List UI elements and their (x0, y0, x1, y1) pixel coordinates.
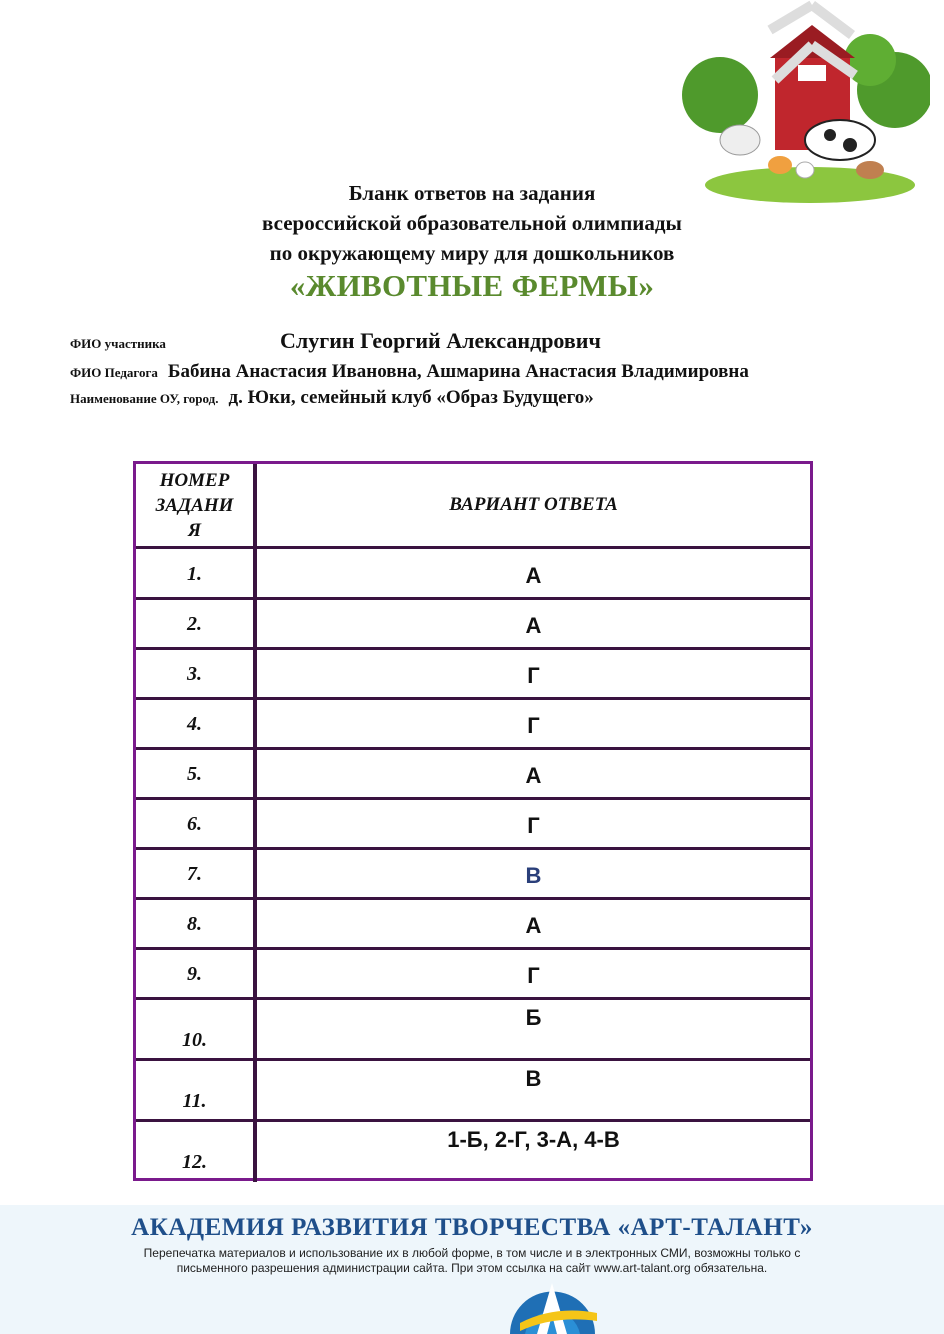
task-number: 5. (136, 749, 257, 799)
table-row (136, 899, 810, 949)
teacher-label: ФИО Педагога (70, 365, 158, 380)
school-line (70, 387, 594, 409)
answer-value: А (525, 613, 542, 638)
academy-name: АКАДЕМИЯ РАЗВИТИЯ ТВОРЧЕСТВА «АРТ-ТАЛАНТ» (131, 1214, 813, 1241)
answer-value: Б (525, 1005, 542, 1030)
participant-value: Слугин Георгий Александрович (280, 328, 601, 353)
table-row (136, 999, 810, 1060)
header-number-line-3: Я (187, 519, 202, 541)
table-row (136, 599, 810, 649)
task-number: 2. (136, 599, 257, 649)
title-line-1: Бланк ответов на задания (348, 181, 596, 205)
answer-value: А (525, 763, 542, 788)
header-number-line-1: НОМЕР (159, 469, 230, 491)
task-number: 9. (136, 949, 257, 999)
answer-value: 1-Б, 2-Г, 3-А, 4-В (447, 1127, 620, 1152)
table-row (136, 949, 810, 999)
header-number (136, 464, 257, 546)
answer-value: Г (527, 713, 540, 738)
header-number-line-2: ЗАДАНИ (155, 494, 234, 516)
answer-value: А (525, 913, 542, 938)
table-row (136, 649, 810, 699)
table-row (136, 849, 810, 899)
task-number: 4. (136, 699, 257, 749)
teacher-value: Бабина Анастасия Ивановна, Ашмарина Анастасия Владимировна (167, 361, 749, 382)
table-row (136, 549, 810, 599)
answer-value: В (525, 863, 542, 888)
table-row (136, 1121, 810, 1182)
farm-illustration (680, 0, 930, 205)
notice-line-2: письменного разрешения администрации сайта. При этом ссылка на сайт www.art-talant.org обязательна. (176, 1261, 768, 1275)
answer-value: Г (527, 663, 540, 688)
task-number: 6. (136, 799, 257, 849)
olympiad-name: «ЖИВОТНЫЕ ФЕРМЫ» (289, 268, 655, 303)
title-line-3: по окружающему миру для дошкольников (269, 241, 675, 265)
task-number: 1. (136, 549, 257, 599)
answer-value: А (525, 563, 542, 588)
task-number: 8. (136, 899, 257, 949)
task-number: 11. (136, 1060, 257, 1121)
task-number: 10. (136, 999, 257, 1060)
art-talant-logo (505, 1275, 600, 1334)
task-number: 3. (136, 649, 257, 699)
answer-value: Г (527, 813, 540, 838)
table-row (136, 699, 810, 749)
table-header-row (136, 464, 810, 546)
copyright-notice (90, 1246, 854, 1276)
task-number: 7. (136, 849, 257, 899)
answers-table (133, 461, 813, 1181)
answer-value: Г (527, 963, 540, 988)
task-number: 12. (136, 1121, 257, 1182)
notice-line-1: Перепечатка материалов и использование их в любой форме, в том числе и в электронных СМИ, возможны только с (143, 1246, 801, 1260)
teacher-line (70, 361, 749, 383)
table-row (136, 749, 810, 799)
title-line-2: всероссийской образовательной олимпиады (262, 211, 682, 235)
school-value: д. Юки, семейный клуб «Образ Будущего» (228, 387, 594, 408)
table-row (136, 1060, 810, 1121)
header-answer: ВАРИАНТ ОТВЕТА (449, 494, 618, 515)
table-row (136, 799, 810, 849)
answer-value: В (525, 1066, 542, 1091)
participant-label: ФИО участника (70, 336, 166, 351)
participant-value-wrap (280, 328, 601, 354)
form-title (0, 178, 944, 268)
school-label: Наименование ОУ, город. (70, 391, 219, 406)
participant-line (70, 335, 166, 353)
